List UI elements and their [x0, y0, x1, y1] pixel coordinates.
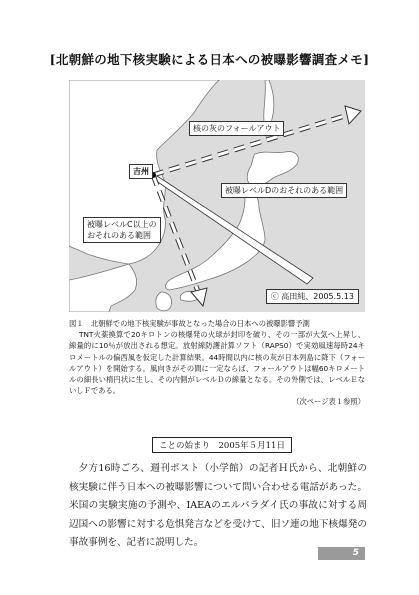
caption-body: TNT火薬換算で20キロトンの核爆発の火球が封印を破り、その一部が大気へ上昇し、線量的に10％が放出される想定。放射線防護計算ソフト（RAPS0）で実効風速毎時24キロメートルの偏西風を仮定した計算結果。44時間以内に核の灰が日本列島に降下（フォールアウト）を開始する。風向きがその間に一定ならば、フォールアウトは幅60キロメートルの細長い楕円状に生し、その内側がレベルＤの線量となる。その外側では、レベルＥないしＦである。 [69, 330, 365, 396]
hokkaido-island [247, 152, 298, 188]
body-text-block [69, 460, 367, 553]
figure-caption [69, 318, 365, 408]
kyushu-island [156, 292, 172, 311]
page-title: [北朝鮮の地下核実験による日本への被曝影響調査メモ] [49, 52, 370, 67]
section-heading: ことの始まり 2005年５月11日 [152, 437, 292, 453]
fallout-map [69, 80, 365, 312]
caption-note: （次ページ表１参照） [292, 397, 365, 407]
map-copyright: ⓒ 高田純、2005.5.13 [266, 289, 359, 304]
caption-title: 図１ 北朝鮮での地下核実験が事故となった場合の日本への被曝影響予測 [69, 319, 310, 328]
label-level-d: 被曝レベルDのおそれのある範囲 [221, 183, 347, 198]
fallout-arrow-head-ne [345, 106, 361, 124]
label-test-site: 吉州 [129, 164, 153, 179]
korea-south-coast [69, 264, 137, 312]
page-number: 5 [318, 547, 365, 560]
body-paragraph: 夕方16時ごろ、週刊ポスト（小学館）の記者Ｈ氏から、北朝鮮の核実験に伴う日本への被曝影響について問い合わせる電話があった。米国の実験実施の予測や、IAEAのエルバラダイ氏の事故に対する周辺国への影響に対する危惧発言などを受けて、旧ソ連の地下核爆発の事故事例を、記者に説明した。 [69, 463, 367, 548]
label-fallout: 核の灰のフォールアウト [189, 121, 284, 136]
label-level-c: 被曝レベルC以上の おそれのある範囲 [83, 217, 161, 243]
